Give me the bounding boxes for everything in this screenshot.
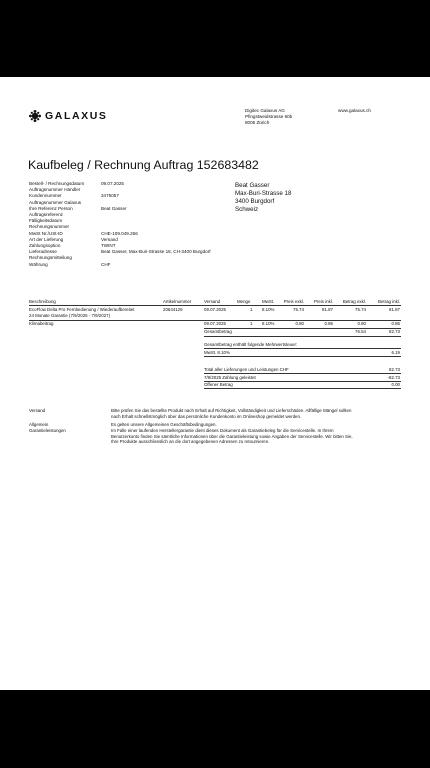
- meta-value: CHE-109.049.266: [101, 230, 138, 236]
- customer-address: [235, 182, 291, 214]
- table-divider: [204, 388, 401, 389]
- meta-label: Währung: [29, 261, 48, 267]
- table-divider: [204, 336, 401, 337]
- meta-value: 09.07.2025: [101, 181, 124, 186]
- payment-value: -82.73: [387, 374, 400, 380]
- vat-label: MwSt. 8.10%: [204, 349, 230, 355]
- climate-vat: 8.10%: [262, 321, 275, 326]
- address-line: Max-Buri-Strasse 18: [235, 190, 292, 197]
- invoice-page: [0, 77, 430, 690]
- climate-amount-incl: 0.86: [391, 321, 400, 326]
- meta-label: Auftragsreferenz: [29, 212, 63, 217]
- footer-line: nach Erhalt schnellstmöglich über das persönliche Kundenkonto im Onlineshop gemeldet werden.: [111, 413, 302, 419]
- company-line: Digitec Galaxus AG: [245, 108, 285, 113]
- company-address: [245, 108, 292, 126]
- total-excl: 76.54: [355, 329, 366, 334]
- item-qty: 1: [250, 307, 253, 312]
- item-vat: 8.10%: [262, 307, 275, 312]
- item-article: 20644129: [163, 307, 183, 312]
- col-header: Menge: [237, 299, 251, 304]
- footer-line: Im Falle einer laufenden Herstellergarantie dient dieses Dokument als Garantiebeleg für die Servicestelle. In Ihrem: [111, 428, 334, 433]
- footer-text: [111, 422, 401, 428]
- total-label: Gesamtbetrag: [204, 329, 232, 334]
- item-amount-excl: 75.74: [355, 307, 366, 312]
- col-header: Preis inkl.: [313, 299, 333, 304]
- climate-shipping: 09.07.2025: [204, 321, 226, 326]
- climate-qty: 1: [250, 321, 253, 326]
- payment-value: 82.73: [389, 367, 400, 372]
- address-line: Beat Gasser: [235, 182, 270, 189]
- meta-label: Rechnungsnummer: [29, 224, 70, 230]
- meta-label: Ihre Referenz Person: [29, 205, 73, 211]
- footer-text: [111, 408, 401, 419]
- table-divider: [29, 305, 401, 306]
- meta-label: Auftragsnummer Händler: [29, 187, 81, 193]
- item-price-excl: 75.74: [293, 307, 304, 312]
- galaxus-logo-icon: [29, 110, 41, 122]
- meta-label: Zahlungsoption: [29, 243, 61, 248]
- footer-label: Allgemein: [29, 422, 49, 427]
- col-header: MwSt.: [262, 299, 275, 304]
- meta-value: CHF: [101, 261, 111, 267]
- climate-price-excl: 0.80: [295, 321, 304, 326]
- meta-value: Versand: [101, 236, 118, 242]
- climate-label: Klimabeitrag: [29, 321, 54, 326]
- col-header: Versand: [204, 299, 221, 304]
- col-header: Beschreibung: [29, 299, 56, 304]
- meta-value: Beat Gasser: [101, 205, 127, 211]
- meta-label: Art der Lieferung: [29, 236, 64, 242]
- company-line: Pfingstweidstrasse 60b: [245, 114, 293, 119]
- footer-line: Bitte prüfen Sie das bestellte Produkt nach Erhalt auf Richtigkeit, Vollständigkeit und Lieferschäden. Allfällige Mängel sollten: [111, 408, 352, 413]
- terms-link[interactable]: Es gelten unsere Allgemeinen Geschäftsbedingungen.: [111, 422, 217, 427]
- col-header: Betrag exkl.: [342, 299, 366, 304]
- col-header: Preis exkl.: [283, 299, 304, 304]
- payment-label: 7/9/2025 Zahlung geleistet: [204, 374, 256, 380]
- footer-text: [111, 428, 401, 445]
- meta-label: MwSt Nr./USt-ID: [29, 230, 63, 236]
- address-line: 3400 Burgdorf: [235, 198, 275, 205]
- meta-value: 3475057: [101, 193, 119, 199]
- table-divider: [204, 356, 401, 357]
- climate-amount-excl: 0.80: [357, 321, 366, 326]
- item-description: EcoFlow Delta Pro Fernbedienung / Wiederaufbereitet: [29, 307, 135, 312]
- meta-label: Rechnungsmitteilung: [29, 255, 72, 261]
- footer-line: Ihre Produkte ausschliesslich an die dort angegebenen Adressen zu retournieren.: [111, 439, 270, 445]
- item-shipping: 09.07.2025: [204, 307, 226, 312]
- address-line: Schweiz: [235, 206, 259, 213]
- vat-value: 6.19: [391, 349, 400, 355]
- col-header: Artikelnummer: [163, 299, 192, 304]
- meta-label: Fälligkeitsdatum: [29, 218, 63, 224]
- footer-line: Benutzerkonto finden Sie sämtliche Informationen über die Garantieleistung sowie Angaben der Servicestelle. Wir bitten Sie,: [111, 433, 353, 439]
- item-amount-incl: 81.87: [389, 307, 400, 312]
- item-warranty: 24 Monate Garantie (7/9/2025 - 7/9/2027): [29, 313, 111, 318]
- logo-text: GALAXUS: [45, 110, 108, 122]
- meta-label: Auftragsnummer Galaxus: [29, 199, 82, 205]
- company-line: 8005 Zürich: [245, 120, 270, 125]
- climate-price-incl: 0.86: [324, 321, 333, 326]
- meta-row: [29, 262, 239, 268]
- meta-label: Bestell- / Rechnungsdatum: [29, 181, 85, 186]
- vat-heading: Gesamtbetrag enthält folgende Mehrwertsteuer:: [204, 342, 298, 347]
- meta-label: Lieferadresse: [29, 249, 57, 255]
- total-incl: 82.73: [389, 329, 400, 334]
- payment-label: Offener Betrag: [204, 382, 233, 387]
- footer-label: Versand: [29, 408, 46, 413]
- col-header: Betrag inkl.: [378, 299, 400, 304]
- item-price-incl: 81.87: [322, 307, 333, 312]
- payment-value: 0.00: [391, 382, 400, 387]
- meta-value: Beat Gasser, Max-Buri-Strasse 18, CH-3400 Burgdorf: [101, 249, 211, 255]
- invoice-title: Kaufbeleg / Rechnung Auftrag 152683482: [28, 158, 259, 172]
- payment-label: Total aller Lieferungen und Leistungen CHF: [204, 367, 289, 372]
- meta-value: TWINT: [101, 243, 116, 248]
- website-link[interactable]: www.galaxus.ch: [338, 108, 371, 113]
- footer-label: Garantieleistungen: [29, 428, 66, 433]
- meta-label: Kundennummer: [29, 193, 62, 199]
